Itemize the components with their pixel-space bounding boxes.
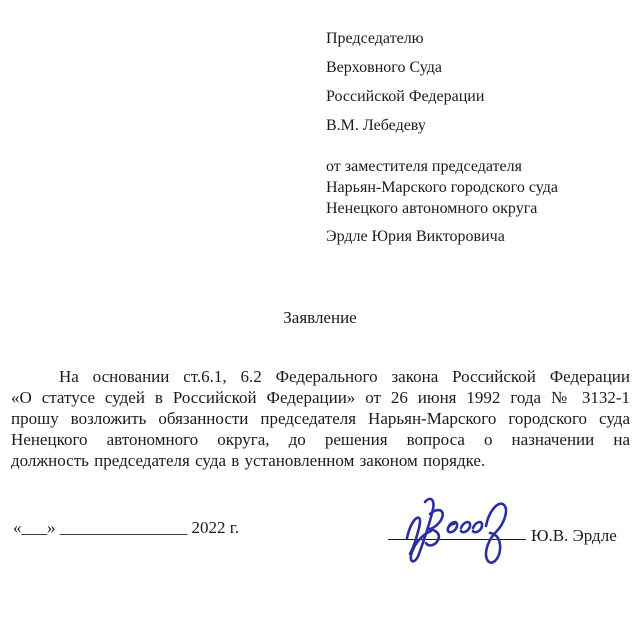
sender-line: от заместителя председателя	[326, 158, 522, 175]
body-line: «О статусе судей в Российской Федерации» от 26 июня 1992 года № 3132-1	[11, 388, 630, 407]
signature-block	[385, 490, 625, 580]
document-title: Заявление	[283, 308, 357, 327]
body-paragraph	[11, 366, 630, 471]
sender-line: Ненецкого автономного округа	[326, 200, 538, 217]
recipient-line: Председателю	[326, 30, 424, 47]
date-line: «___» _______________ 2022 г.	[13, 518, 240, 537]
sender-block	[326, 156, 558, 219]
body-line: должность председателя суда в установленном законом порядке.	[11, 451, 486, 470]
recipient-line: Российской Федерации	[326, 88, 485, 105]
handwritten-signature-icon	[400, 490, 525, 568]
recipient-line: Верховного Суда	[326, 59, 442, 76]
sender-line: Нарьян-Марского городского суда	[326, 179, 558, 196]
body-line: На основании ст.6.1, 6.2 Федерального закона Российской Федерации	[59, 367, 630, 386]
recipient-line: В.М. Лебедеву	[326, 117, 426, 134]
body-line: Ненецкого автономного округа, до решения вопроса о назначении на	[11, 430, 630, 449]
recipient-block	[326, 24, 484, 140]
body-line: прошу возложить обязанности председателя Нарьян-Марского городского суда	[11, 409, 630, 428]
signatory-name: Ю.В. Эрдле	[531, 526, 617, 545]
sender-name: Эрдле Юрия Викторовича	[326, 228, 505, 245]
